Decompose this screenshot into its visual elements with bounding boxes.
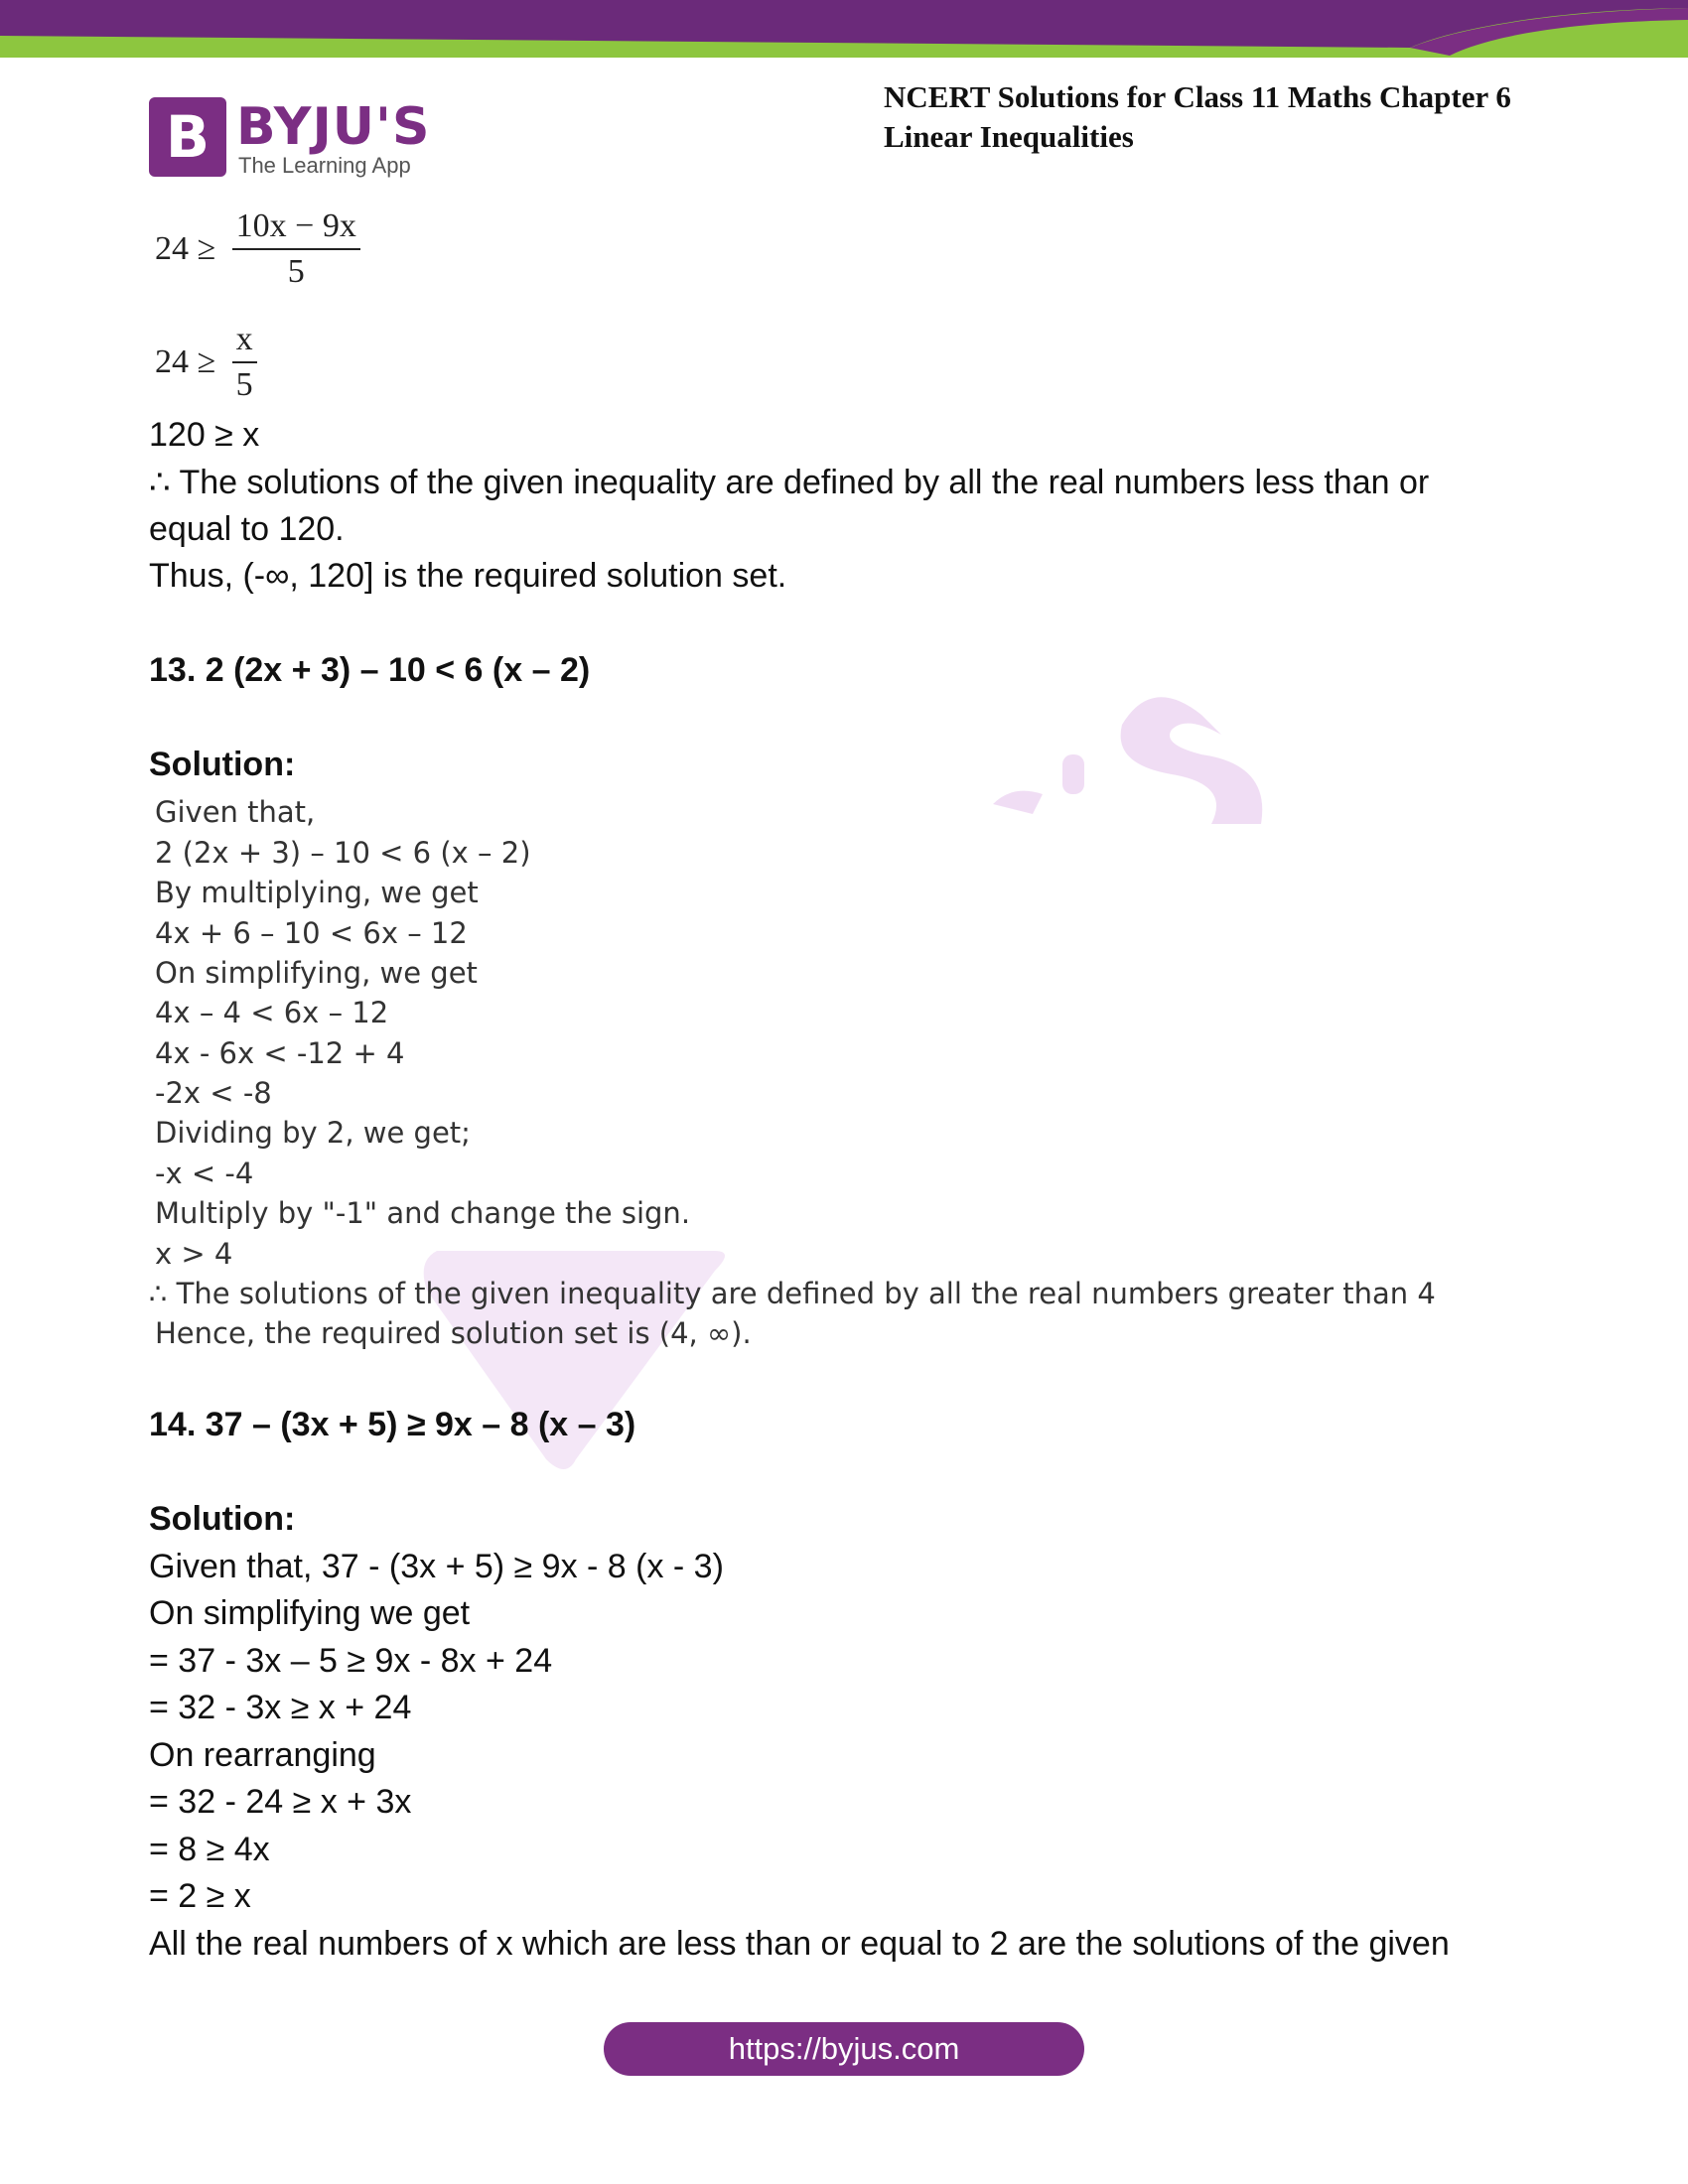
footer-url-link[interactable]: https://byjus.com: [604, 2022, 1084, 2076]
solution-heading-13: Solution:: [149, 746, 296, 783]
logo-mark: B: [149, 97, 226, 177]
text-line: ∴ The solutions of the given inequality are defined by all the real numbers less than or: [149, 464, 1430, 501]
solution-13-line: Hence, the required solution set is (4, ∞).: [155, 1316, 752, 1350]
watermark-logo: [973, 655, 1271, 834]
solution-13-line: By multiplying, we get: [155, 876, 479, 909]
solution-14-line: All the real numbers of x which are less than or equal to 2 are the solutions of the given: [149, 1925, 1450, 1963]
solution-14-line: = 2 ≥ x: [149, 1877, 251, 1915]
question-13: 13. 2 (2x + 3) – 10 < 6 (x – 2): [149, 651, 591, 689]
solution-13-line: 4x + 6 – 10 < 6x – 12: [155, 916, 468, 950]
solution-13-line: Multiply by "-1" and change the sign.: [155, 1196, 691, 1230]
logo-name: BYJU'S: [236, 97, 431, 157]
document-title: NCERT Solutions for Class 11 Maths Chapter 6 Linear Inequalities: [884, 79, 1511, 154]
text-line: Thus, (-∞, 120] is the required solution set.: [149, 557, 787, 595]
solution-14-line: = 32 - 3x ≥ x + 24: [149, 1689, 412, 1726]
solution-13-line: 4x - 6x < -12 + 4: [155, 1036, 405, 1070]
solution-14-line: = 32 - 24 ≥ x + 3x: [149, 1783, 412, 1821]
logo-tagline: The Learning App: [238, 153, 411, 178]
fraction: $\frac{10x - 9x}{5}$: [232, 205, 360, 294]
text-line: 120 ≥ x: [149, 416, 260, 454]
solution-14-line: = 37 - 3x – 5 ≥ 9x - 8x + 24: [149, 1642, 553, 1680]
equation-fraction-1: 24 ≥ $\frac{10x - 9x}{5}$: [155, 205, 360, 294]
solution-13-line: 2 (2x + 3) – 10 < 6 (x – 2): [155, 836, 531, 870]
solution-14-line: = 8 ≥ 4x: [149, 1831, 270, 1868]
byjus-logo: [149, 97, 437, 181]
solution-13-line: Given that,: [155, 795, 316, 829]
solution-13-line: x > 4: [155, 1237, 233, 1271]
solution-13-line: On simplifying, we get: [155, 956, 478, 990]
solution-13-line: -2x < -8: [155, 1076, 272, 1110]
solution-13-line: -x < -4: [155, 1157, 254, 1190]
solution-13-line: ∴ The solutions of the given inequality are defined by all the real numbers greater than 4: [149, 1277, 1436, 1310]
question-14: 14. 37 – (3x + 5) ≥ 9x – 8 (x – 3): [149, 1406, 636, 1443]
solution-13-line: 4x – 4 < 6x – 12: [155, 996, 389, 1029]
equation-fraction-2: 24 ≥ $\frac{x}{5}$: [155, 318, 257, 407]
solution-14-line: On rearranging: [149, 1736, 376, 1774]
solution-14-line: Given that, 37 - (3x + 5) ≥ 9x - 8 (x - 3): [149, 1548, 724, 1585]
text-line: equal to 120.: [149, 510, 345, 548]
top-banner: [0, 0, 1688, 60]
watermark-shape: [417, 1231, 735, 1489]
fraction: $\frac{x}{5}$: [232, 318, 257, 407]
solution-13-line: Dividing by 2, we get;: [155, 1116, 471, 1150]
solution-heading-14: Solution:: [149, 1500, 296, 1538]
solution-14-line: On simplifying we get: [149, 1594, 471, 1632]
